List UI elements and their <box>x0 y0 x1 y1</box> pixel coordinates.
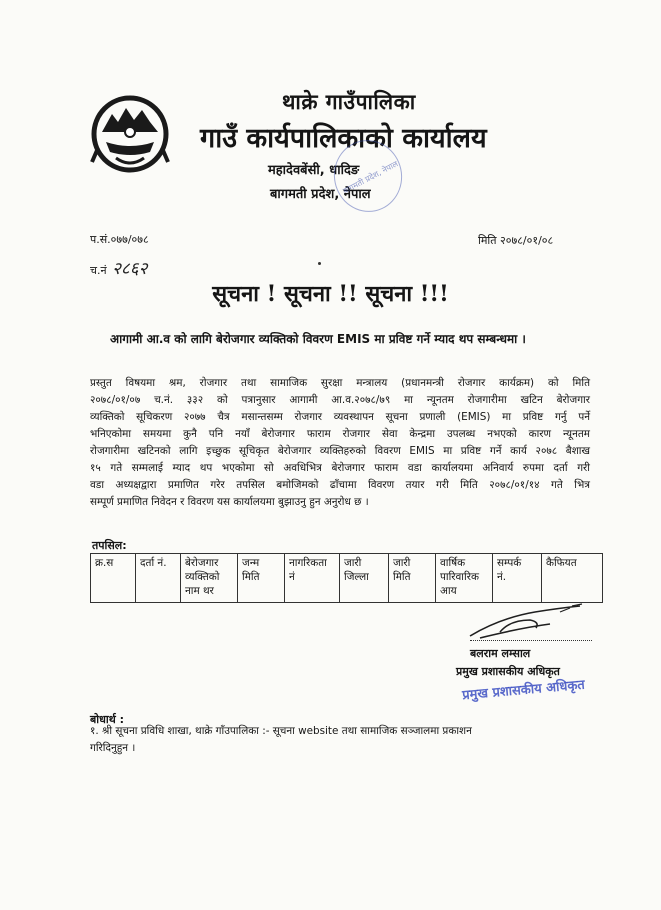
body-line: वडा अध्यक्षद्वारा प्रमाणित गरेर तपसिल बमोजिमको ढाँचामा विवरण तयार गरी मिति २०७८/०१/१४ गते भित्र <box>90 479 590 491</box>
address-line-2: बागमती प्रदेश, नेपाल <box>270 187 371 202</box>
details-table <box>90 553 603 603</box>
cc-label: बोधार्थ : <box>90 713 125 726</box>
cc-item: १. श्री सूचना प्रविधि शाखा, थाक्रे गाँउपालिका :- सूचना website तथा सामाजिक सञ्जालमा प्रकाशन <box>90 725 472 737</box>
col-contact-no: सम्पर्क नं. <box>493 554 542 603</box>
office-stamp-text: बागमती प्रदेश, नेपाल <box>341 159 400 196</box>
address-line-1: महादेवबेंसी, धादिङ <box>268 163 360 178</box>
office-name: गाउँ कार्यपालिकाको कार्यालय <box>200 123 487 154</box>
dispatch-number-row <box>90 256 147 279</box>
table-header-row <box>91 554 603 603</box>
signatory-stamp: प्रमुख प्रशासकीय अधिकृत <box>461 677 586 704</box>
signatory-name: बलराम लम्साल <box>470 647 531 660</box>
signatory-title: प्रमुख प्रशासकीय अधिकृत <box>456 665 560 678</box>
letter-date: मिति २०७८/०१/०८ <box>478 234 554 247</box>
ink-dot <box>318 262 321 265</box>
col-remarks: कैफियत <box>542 554 603 603</box>
body-line: १५ गते सम्मलाई म्याद थप भएकोमा सो अवधिभित्र बेरोजगार फाराम वडा कार्यालयमा अनिवार्य रुपमा दर्ता गरी <box>90 462 590 474</box>
body-line: व्यक्तिको सूचिकरण २०७७ चैत्र मसान्तसम्म रोजगार व्यवस्थापन सूचना प्रणाली (EMIS) मा प्रविष्ट गर्नु पर्ने <box>90 411 590 423</box>
col-registration-no: दर्ता नं. <box>136 554 181 603</box>
body-line: २०७८/०१/०७ च.नं. ३३२ को पत्रानुसार आगामी आ.व.२०७८/७९ मा न्यूनतम रोजगारीमा खटिन बेरोजगार <box>90 394 590 406</box>
col-name: बेरोजगार व्यक्तिको नाम थर <box>181 554 238 603</box>
body-line: रोजगारीमा खटिनको लागि इच्छुक सूचिकृत बेरोजगार व्यक्तिहरुको विवरण EMIS मा प्रविष्ट गर्ने कार्य २०७८ बैशाख <box>90 445 590 457</box>
body-line: सम्पूर्ण प्रमाणित निवेदन र विवरण यस कार्यालयमा बुझाउनु हुन अनुरोध छ । <box>90 496 369 508</box>
body-line: भनिएकोमा समयमा कुनै पनि नयाँ बेरोजगार फाराम रोजगार सेवा केन्द्रमा उपलब्ध नभएको कारण न्यूनतम <box>90 428 590 440</box>
col-issue-district: जारी जिल्ला <box>340 554 389 603</box>
table-label: तपसिल: <box>92 539 127 552</box>
nepal-emblem-icon <box>88 92 172 176</box>
cc-item-continuation: गरिदिनुहुन । <box>90 742 136 754</box>
dispatch-label: च.नं <box>90 264 107 277</box>
col-birth-date: जन्म मिति <box>238 554 285 603</box>
notice-title: सूचना ! सूचना !! सूचना !!! <box>212 281 449 307</box>
col-serial: क्र.स <box>91 554 136 603</box>
notice-body <box>90 375 590 511</box>
letter-number: प.सं.०७७/०७८ <box>90 233 149 246</box>
body-line: प्रस्तुत विषयमा श्रम, रोजगार तथा सामाजिक सुरक्षा मन्त्रालय (प्रधानमन्त्री रोजगार कार्यक्रम) को मिति <box>90 377 590 389</box>
col-annual-income: वार्षिक पारिवारिक आय <box>436 554 493 603</box>
col-issue-date: जारी मिति <box>389 554 436 603</box>
col-citizenship-no: नागरिकता नं <box>285 554 340 603</box>
municipality-name: थाक्रे गाउँपालिका <box>282 90 416 114</box>
dispatch-number: २८६२ <box>112 259 148 279</box>
signature-line <box>470 640 592 641</box>
notice-subject: आगामी आ.व को लागि बेरोजगार व्यक्तिको विवरण EMIS मा प्रविष्ट गर्ने म्याद थप सम्बन्धमा । <box>110 332 526 346</box>
